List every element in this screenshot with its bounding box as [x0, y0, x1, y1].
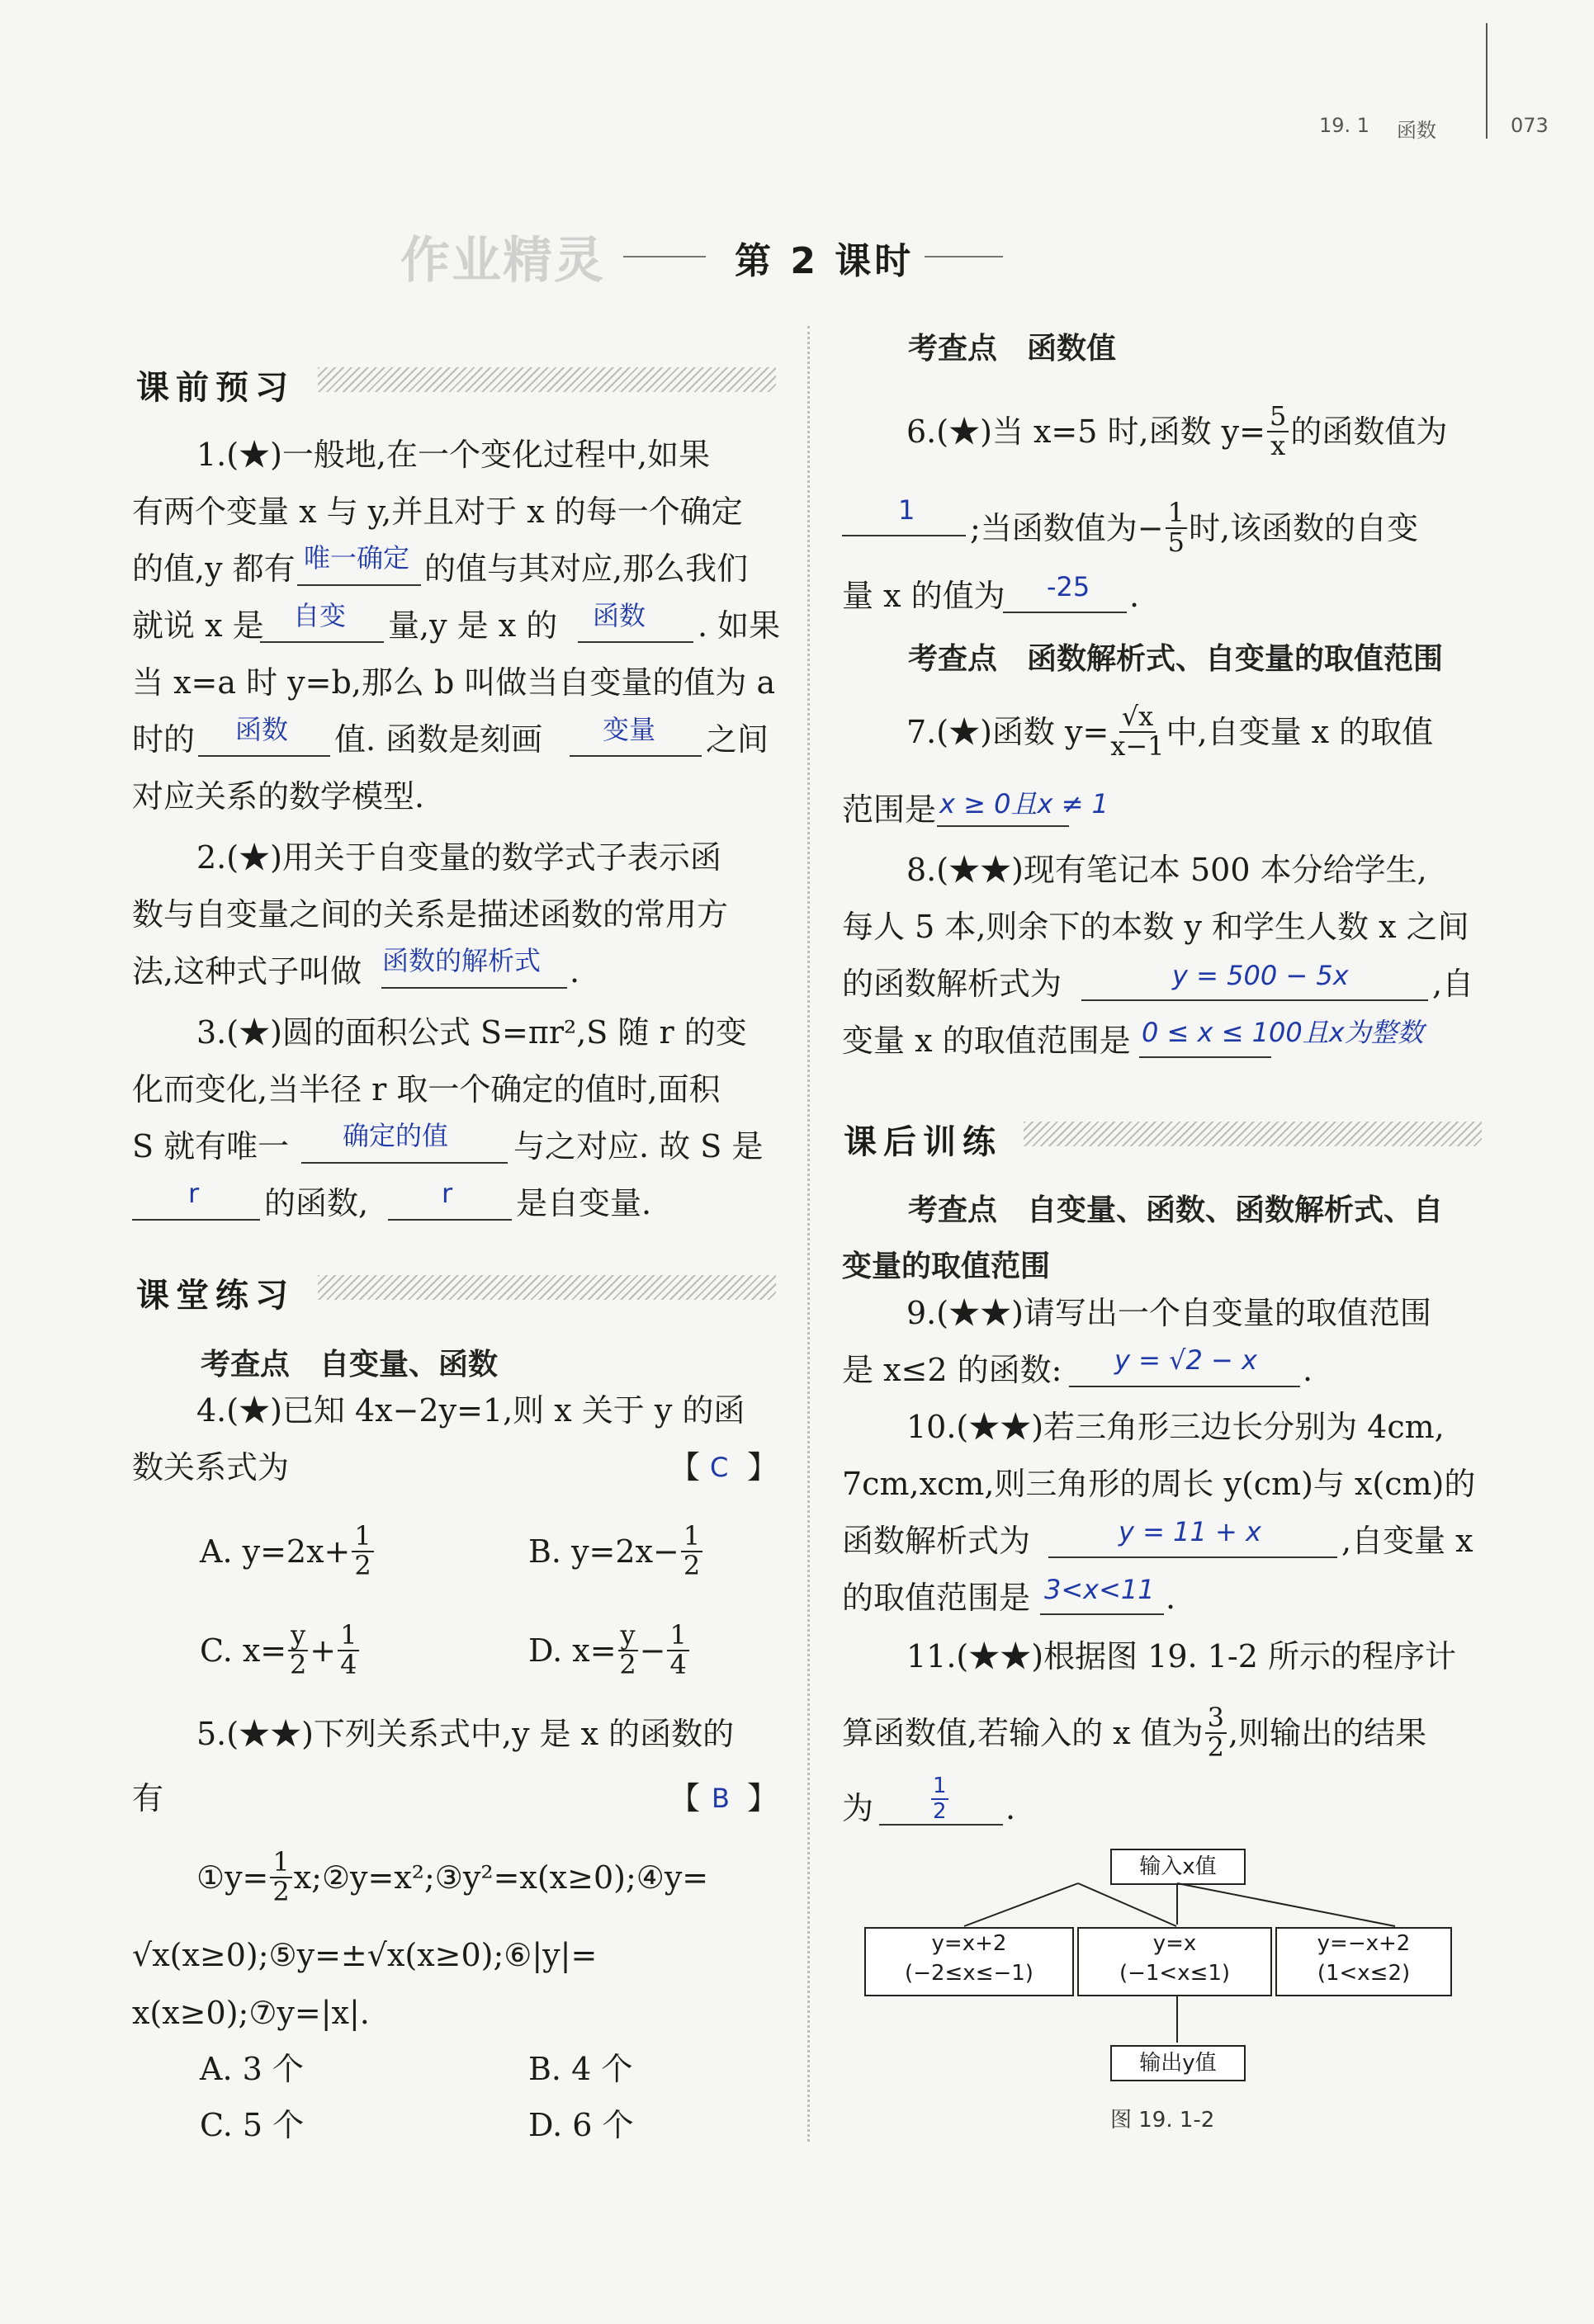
- q1-answer5: 变量: [603, 714, 656, 745]
- q1-answer3: 函数: [593, 600, 646, 631]
- q5-line5: x(x≥0);⑦y=|x|.: [132, 1995, 370, 2031]
- q6-blank1: [842, 535, 966, 536]
- q9-answer1: y = √2 − x: [1114, 1344, 1257, 1376]
- flow-output-box: 输出y值: [1110, 2045, 1246, 2081]
- q6-answer1: 1: [898, 494, 915, 526]
- flow-input-box: 输入x值: [1110, 1849, 1246, 1885]
- q1-blank3: [578, 641, 693, 643]
- q10-blank2: [1040, 1613, 1164, 1615]
- q2-answer1: 函数的解析式: [382, 945, 542, 976]
- q5-answer: B: [712, 1783, 730, 1814]
- q8-line2: 每人 5 本,则余下的本数 y 和学生人数 x 之间: [842, 909, 1469, 945]
- keypoint-q9-line1: 考查点 自变量、函数、函数解析式、自: [908, 1193, 1444, 1227]
- title-rule-right: [925, 256, 1003, 257]
- section-preview-hatch: [318, 367, 776, 392]
- q4-bracket-left: 【: [669, 1449, 701, 1486]
- q8-line3b: ,自: [1432, 966, 1474, 1002]
- q8-line3a: 的函数解析式为: [842, 966, 1062, 1002]
- q3-blank3: [388, 1219, 512, 1221]
- column-divider: [807, 326, 810, 2142]
- title-rule-left: [623, 256, 706, 257]
- q10-answer1: y = 11 + x: [1119, 1516, 1261, 1547]
- keypoint-q4: 考查点 自变量、函数: [201, 1348, 499, 1382]
- q1-blank2: [260, 641, 384, 643]
- q7-line2: 范围是: [842, 791, 937, 828]
- page-number: 073: [1511, 114, 1549, 137]
- q8-blank2: [1139, 1056, 1271, 1058]
- q11-answer1: 1 2: [933, 1774, 947, 1824]
- q6-line1: 6.(★)当 x=5 时,函数 y= $\frac{5}{x}$ 的函数值为: [906, 400, 1448, 461]
- q3-answer1: 确定的值: [343, 1120, 449, 1151]
- q1-answer1: 唯一确定: [304, 542, 410, 574]
- q4-line2: 数关系式为: [132, 1449, 290, 1486]
- q3-answer3: r: [442, 1178, 453, 1209]
- q3-blank2: [132, 1219, 260, 1221]
- q11-line3a: 为: [842, 1790, 874, 1826]
- q1-line6a: 时的: [132, 721, 196, 758]
- q4-option-b: B. y=2x− $\frac{1}{2}$: [528, 1523, 704, 1580]
- q2-line3a: 法,这种式子叫做: [132, 953, 362, 990]
- q4-line1: 4.(★)已知 4x−2y=1,则 x 关于 y 的函: [196, 1392, 745, 1429]
- q6-line2: ;当函数值为− $\frac{1}{5}$ 时,该函数的自变: [970, 497, 1419, 558]
- section-practice-hatch: [318, 1275, 776, 1300]
- section-preview-title: 课前预习: [136, 369, 295, 407]
- q10-line2: 7cm,xcm,则三角形的周长 y(cm)与 x(cm)的: [842, 1466, 1476, 1502]
- flow-branch-lines: [858, 1882, 1519, 1931]
- q1-answer2: 自变: [293, 600, 347, 631]
- section-practice-title: 课堂练习: [136, 1277, 295, 1315]
- q11-line2: 算函数值,若输入的 x 值为 $\frac{3}{2}$ ,则输出的结果: [842, 1702, 1427, 1763]
- q9-line2b: .: [1303, 1352, 1313, 1388]
- q3-line3a: S 就有唯一: [132, 1128, 290, 1164]
- q4-bracket-right: 】: [747, 1449, 779, 1486]
- q8-blank1: [1081, 999, 1428, 1001]
- q10-line3b: ,自变量 x: [1341, 1523, 1473, 1559]
- q1-line3b: 的值与其对应,那么我们: [424, 550, 749, 587]
- q7-blank1: [937, 825, 1069, 827]
- q10-answer2: 3<x<11: [1044, 1574, 1155, 1605]
- q10-line1: 10.(★★)若三角形三边长分别为 4cm,: [906, 1409, 1445, 1445]
- flow-box-3: y=−x+2 (1<x≤2): [1275, 1927, 1452, 1996]
- header-chapter: 函数: [1397, 119, 1436, 142]
- watermark-logo: 作业精灵: [400, 232, 605, 290]
- header-section: 19. 1: [1319, 114, 1370, 137]
- q4-option-c: C. x= $\frac{y}{2}$ + $\frac{1}{4}$: [200, 1622, 361, 1679]
- q3-line1: 3.(★)圆的面积公式 S=πr²,S 随 r 的变: [196, 1014, 747, 1051]
- q1-blank5: [570, 755, 702, 757]
- q3-answer2: r: [188, 1178, 200, 1209]
- q10-blank1: [1048, 1556, 1337, 1558]
- header-divider: [1486, 23, 1488, 139]
- keypoint-q9-line2: 变量的取值范围: [842, 1249, 1051, 1283]
- q4-answer: C: [710, 1452, 729, 1483]
- q9-blank1: [1069, 1386, 1300, 1387]
- q6-blank2: [1003, 612, 1127, 613]
- q5-option-c: C. 5 个: [200, 2107, 305, 2143]
- q1-line5: 当 x=a 时 y=b,那么 b 叫做当自变量的值为 a: [132, 664, 776, 701]
- q1-line1: 1.(★)一般地,在一个变化过程中,如果: [196, 437, 711, 473]
- q11-line1: 11.(★★)根据图 19. 1-2 所示的程序计: [906, 1638, 1456, 1675]
- q5-line3: ①y= $\frac{1}{2}$ x;②y=x²;③y²=x(x≥0);④y=: [196, 1846, 709, 1907]
- q1-line6c: 之间: [706, 721, 769, 758]
- q4-option-d: D. x= $\frac{y}{2}$ − $\frac{1}{4}$: [528, 1622, 691, 1679]
- q1-line7: 对应关系的数学模型.: [132, 778, 425, 815]
- q2-blank1: [381, 987, 567, 989]
- q3-line4a: 的函数,: [264, 1185, 369, 1221]
- q3-blank1: [301, 1162, 508, 1164]
- flow-arrow-bottom: [1176, 1995, 1178, 2043]
- q7-line1: 7.(★)函数 y= $\frac{√x}{x-1}$ 中,自变量 x 的取值: [906, 701, 1434, 762]
- q4-option-a: A. y=2x+ $\frac{1}{2}$: [200, 1523, 376, 1580]
- q3-line2: 化而变化,当半径 r 取一个确定的值时,面积: [132, 1071, 721, 1108]
- flow-caption: 图 19. 1-2: [1110, 2108, 1215, 2133]
- q6-line3a: 量 x 的值为: [842, 578, 1005, 614]
- flow-box-1: y=x+2 (−2≤x≤−1): [864, 1927, 1074, 1996]
- section-after-title: 课后训练: [844, 1123, 1002, 1161]
- q3-line3b: 与之对应. 故 S 是: [513, 1128, 764, 1164]
- q11-line3b: .: [1005, 1790, 1016, 1826]
- q1-line6b: 值. 函数是刻画: [334, 721, 543, 758]
- q8-answer2: 0 ≤ x ≤ 100且x为整数: [1142, 1017, 1424, 1048]
- keypoint-q6: 考查点 函数值: [908, 332, 1117, 366]
- q9-line1: 9.(★★)请写出一个自变量的取值范围: [906, 1295, 1431, 1331]
- q5-bracket-left: 【: [669, 1780, 701, 1816]
- q10-line4b: .: [1166, 1580, 1176, 1616]
- q1-line4b: 量,y 是 x 的: [388, 607, 558, 644]
- q5-line4: √x(x≥0);⑤y=±√x(x≥0);⑥|y|=: [132, 1937, 598, 1973]
- q2-line2: 数与自变量之间的关系是描述函数的常用方: [132, 896, 729, 933]
- q5-option-b: B. 4 个: [528, 2051, 633, 2087]
- q6-line3b: .: [1129, 578, 1140, 614]
- q1-line3a: 的值,y 都有: [132, 550, 296, 587]
- q2-line1: 2.(★)用关于自变量的数学式子表示函: [196, 839, 721, 876]
- q1-line4a: 就说 x 是: [132, 607, 264, 644]
- q6-answer2: -25: [1047, 571, 1090, 602]
- q5-line2: 有: [132, 1780, 164, 1816]
- q1-answer4: 函数: [235, 714, 289, 745]
- q1-blank1: [297, 584, 421, 586]
- keypoint-q7: 考查点 函数解析式、自变量的取值范围: [908, 642, 1444, 676]
- q3-line4b: 是自变量.: [516, 1185, 652, 1221]
- section-after-hatch: [1024, 1122, 1482, 1146]
- q1-line4c: . 如果: [698, 607, 781, 644]
- q9-line2a: 是 x≤2 的函数:: [842, 1352, 1062, 1388]
- q10-line3a: 函数解析式为: [842, 1523, 1031, 1559]
- q2-line3b: .: [570, 953, 580, 990]
- q5-option-a: A. 3 个: [200, 2051, 304, 2087]
- q8-answer1: y = 500 − 5x: [1172, 960, 1349, 991]
- q8-line4: 变量 x 的取值范围是: [842, 1023, 1131, 1059]
- q1-line2: 有两个变量 x 与 y,并且对于 x 的每一个确定: [132, 494, 743, 530]
- q5-bracket-right: 】: [747, 1780, 779, 1816]
- q10-line4a: 的取值范围是: [842, 1580, 1031, 1616]
- q7-answer1: x ≥ 0且x ≠ 1: [939, 788, 1109, 820]
- q5-line1: 5.(★★)下列关系式中,y 是 x 的函数的: [196, 1716, 735, 1752]
- q11-blank1: [879, 1824, 1003, 1826]
- q8-line1: 8.(★★)现有笔记本 500 本分给学生,: [906, 852, 1427, 888]
- q1-blank4: [198, 755, 330, 757]
- lesson-title: 第 2 课时: [735, 240, 915, 282]
- flow-box-2: y=x (−1<x≤1): [1077, 1927, 1272, 1996]
- q5-option-d: D. 6 个: [528, 2107, 634, 2143]
